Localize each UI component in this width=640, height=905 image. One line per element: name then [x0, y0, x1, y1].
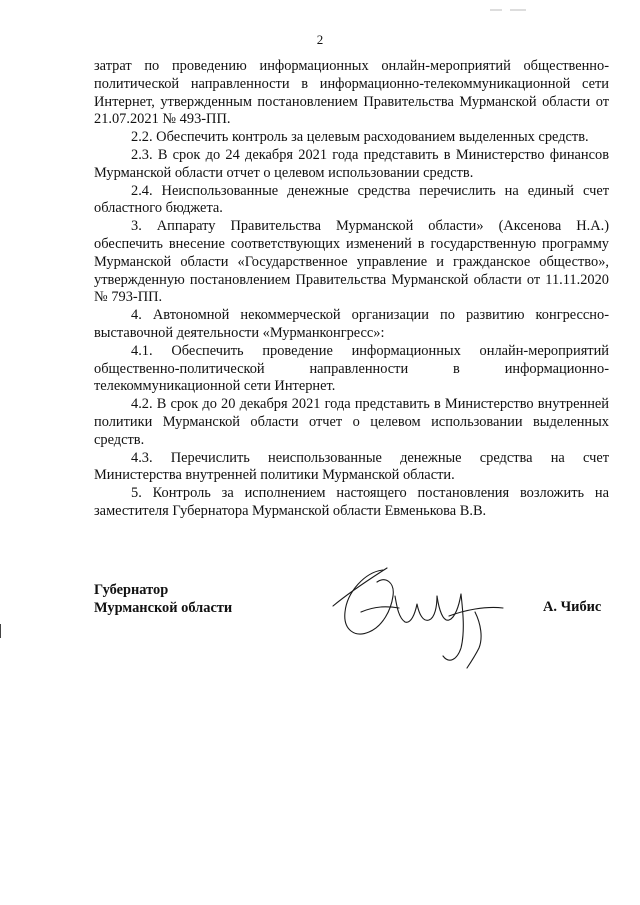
scan-artifact: [488, 0, 528, 3]
paragraph-2-4: 2.4. Неиспользованные денежные средства перечислить на единый счет областного бюджета.: [94, 182, 609, 217]
paragraph-4-3: 4.3. Перечислить неиспользованные денежные средства на счет Министерства внутренней политики Мурманской области.: [94, 449, 609, 484]
paragraph-4-1: 4.1. Обеспечить проведение информационных онлайн-мероприятий общественно-политической направленности в информационно-телекоммуникационной сети Интернет.: [94, 342, 609, 395]
document-body: [94, 58, 609, 521]
page-number: 2: [316, 32, 324, 47]
signatory-title-line1: Губернатор: [94, 582, 169, 598]
paragraph-continuation: затрат по проведению информационных онлайн-мероприятий общественно-политической направленности в информационно-телекоммуникационной сети Интернет, утвержденным постановлением Правительства Мурманской области от 21.07.2021 № 493-ПП.: [94, 58, 609, 128]
signatory-name: А. Чибис: [543, 599, 602, 615]
paragraph-2-3: 2.3. В срок до 24 декабря 2021 года представить в Министерство финансов Мурманской области отчет о целевом использовании средств.: [94, 146, 609, 181]
handwritten-signature-icon: [325, 552, 525, 672]
paragraph-4-2: 4.2. В срок до 20 декабря 2021 года представить в Министерство внутренней политики Мурманской области отчет о целевом использовании выделенных средств.: [94, 396, 609, 448]
signatory-title: [94, 581, 232, 617]
paragraph-3: 3. Аппарату Правительства Мурманской области» (Аксенова Н.А.) обеспечить внесение соответствующих изменений в государственную программу Мурманской области «Государственное управление и гражданское общество», утвержденную постановлением Правительства Мурманской области от 11.11.2020 № 793-ПП.: [94, 218, 609, 306]
paragraph-4: 4. Автономной некоммерческой организации по развитию конгрессно-выставочной деятельности «Мурманконгресс»:: [94, 307, 609, 341]
paragraph-5: 5. Контроль за исполнением настоящего постановления возложить на заместителя Губернатора Мурманской области Евменькова В.В.: [94, 485, 609, 519]
scan-edge-mark: [0, 624, 1, 638]
signatory-title-line2: Мурманской области: [94, 600, 233, 616]
paragraph-2-2: 2.2. Обеспечить контроль за целевым расходованием выделенных средств.: [131, 129, 589, 146]
